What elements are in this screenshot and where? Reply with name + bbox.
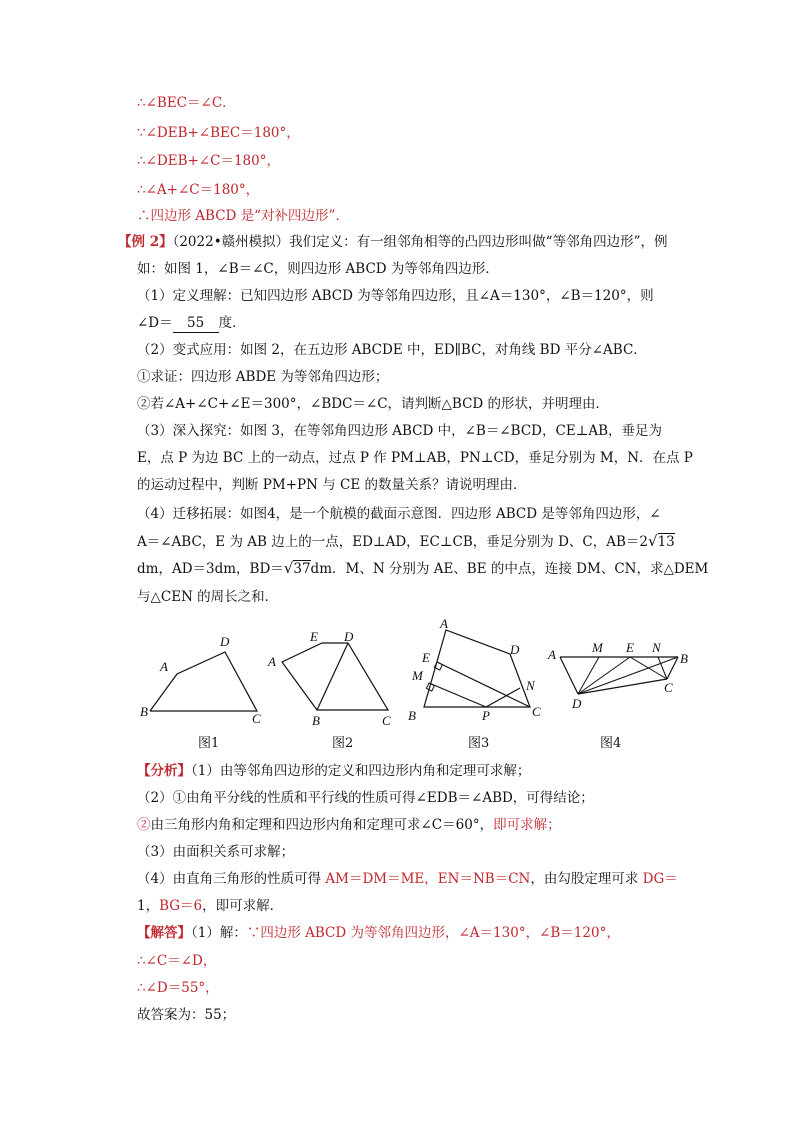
analysis-3-marker: ② [137,817,151,833]
proof-line-2: ∵∠DEB+∠BEC＝180°， [137,125,300,141]
proof-line-4: ∴∠A+∠C＝180°， [137,182,260,198]
q1-answer-blank: 55 [173,314,219,333]
example-intro-line-2: 如：如图 1，∠B＝∠C，则四边形 ABCD 为等邻角四边形． [137,261,499,277]
fig3-label-n: N [526,678,535,693]
fig1-label-b: B [140,704,148,719]
answer-tag: 【解答】 [137,925,191,941]
fig2-label-d: D [344,629,354,644]
q1-prefix: ∠D＝ [137,315,173,331]
figure-1 [130,625,270,739]
figure-3-caption: 图3 [468,736,490,751]
example-tag: 【例 2】 [118,234,173,250]
analysis-2-text: ①由角平分线的性质和平行线的性质可得∠EDB＝∠ABD，可得结论； [172,790,594,806]
fig2-label-c: C [382,713,391,728]
q4-line-3-text-a: dm，AD＝3dm，BD＝ [137,561,284,577]
question-4-line-3 [137,559,708,578]
analysis-text-1: （1）由等邻角四边形的定义和四边形内角和定理可求解； [191,763,531,779]
analysis-line-4: （3）由面积关系可求解； [137,844,295,860]
figure-4 [542,632,712,726]
fig1-label-d: D [220,634,230,649]
q1-suffix: 度． [218,315,246,331]
analysis-3-text: 由三角形内角和定理和四边形内角和定理可求∠C＝60°， [150,817,494,833]
answer-1-prefix: （1）解： [191,925,247,941]
analysis-3-tail: 即可求解； [493,817,561,833]
fig2-label-e: E [310,629,318,644]
analysis-line-6 [137,897,283,915]
fig3-label-b: B [408,708,416,723]
fig2-label-a: A [268,654,276,669]
proof-line-5: ∴四边形 ABCD 是“对补四边形”． [137,208,349,224]
figure-4-caption: 图4 [600,736,622,751]
analysis-line-2 [137,789,594,807]
example-2-intro [118,233,667,251]
fig3-label-p: P [482,708,490,723]
fig3-label-a: A [440,616,448,631]
proof-line-1: ∴∠BEC＝∠C． [137,95,236,111]
fig4-label-b: B [680,651,688,666]
sqrt-sign: √ [648,532,658,550]
answer-1-text: ∵四边形 ABCD 为等邻角四边形，∠A＝130°，∠B＝120°， [246,925,620,941]
answer-line-3: ∴∠D＝55°， [137,980,219,996]
question-3-line-2: E，点 P 为边 BC 上的一动点，过点 P 作 PM⊥AB，PN⊥CD，垂足分别为 M，N．在点 P [137,450,693,466]
analysis-5-d: DG＝ [642,871,678,887]
figure-1-caption: 图1 [198,736,220,751]
figure-2-caption: 图2 [332,736,354,751]
question-3-line-3: 的运动过程中，判断 PM+PN 与 CE 的数量关系？请说明理由． [137,477,527,493]
fig2-label-b: B [312,713,320,728]
analysis-2-prefix: （2） [137,790,173,806]
fig4-label-n: N [652,640,661,655]
fig4-label-a: A [548,647,556,662]
question-2-sub-2: ②若∠A+∠C+∠E＝300°，∠BDC＝∠C，请判断△BCD 的形状，并明理由． [137,396,610,412]
question-4-line-4: 与△CEN 的周长之和． [137,589,279,605]
question-1-line-1: （1）定义理解：已知四边形 ABCD 为等邻角四边形，且∠A＝130°，∠B＝120°，则 [137,288,654,304]
question-2-line-1: （2）变式应用：如图 2，在五边形 ABCDE 中，ED∥BC，对角线 BD 平分∠ABC． [137,342,647,358]
figure-3 [400,612,550,731]
analysis-line-3 [137,816,561,834]
answer-line-4: 故答案为：55； [137,1007,236,1023]
question-4-line-1: （4）迁移拓展：如图4，是一个航模的截面示意图．四边形 ABCD 是等邻角四边形，∠ [137,506,661,522]
fig4-label-m: M [592,640,603,655]
fig4-label-d: D [572,696,582,711]
question-3-line-1: （3）深入探究：如图 3，在等邻角四边形 ABCD 中，∠B＝∠BCD，CE⊥AB，垂足为 [137,423,663,439]
fig3-label-m: M [412,668,423,683]
q4-line-3-text-b: dm．M、N 分别为 AE、BE 的中点，连接 DM、CN，求△DEM [310,561,709,577]
question-4-line-2 [137,532,675,551]
fig1-label-a: A [160,659,168,674]
fig4-label-e: E [626,640,634,655]
radicand-13: 13 [657,534,675,550]
question-1-line-2 [137,314,246,333]
analysis-5-c: ，由勾股定理可求 [530,871,643,887]
answer-line-2: ∴∠C＝∠D， [137,953,217,969]
radicand-37: 37 [293,561,311,577]
question-2-sub-1: ①求证：四边形 ABDE 为等邻角四边形； [137,369,389,385]
analysis-tag: 【分析】 [137,763,191,779]
fig3-label-c: C [532,704,541,719]
analysis-6-b: BG＝6 [159,898,203,914]
analysis-6-a: 1， [137,898,160,914]
analysis-6-c: ，即可求解． [202,898,284,914]
analysis-5-b: AM＝DM＝ME，EN＝NB＝CN [325,871,531,887]
analysis-5-a: （4）由直角三角形的性质可得 [137,871,326,887]
fig3-label-e: E [422,650,430,665]
example-source: （2022•赣州模拟） [172,234,290,250]
figure-2 [262,625,402,739]
analysis-line-5 [137,870,678,888]
fig1-label-c: C [252,711,261,726]
analysis-line-1 [137,762,530,780]
sqrt-sign: √ [283,559,294,577]
answer-line-1 [137,924,620,942]
example-intro-text: 我们定义：有一组邻角相等的凸四边形叫做“等邻角四边形”，例 [289,234,668,250]
proof-line-3: ∴∠DEB+∠C＝180°， [137,153,280,169]
fig4-label-c: C [664,680,673,695]
q4-line-2-text: A＝∠ABC，E 为 AB 边上的一点，ED⊥AD，EC⊥CB，垂足分别为 D、C，AB＝2 [137,534,648,550]
fig3-label-d: D [510,642,520,657]
